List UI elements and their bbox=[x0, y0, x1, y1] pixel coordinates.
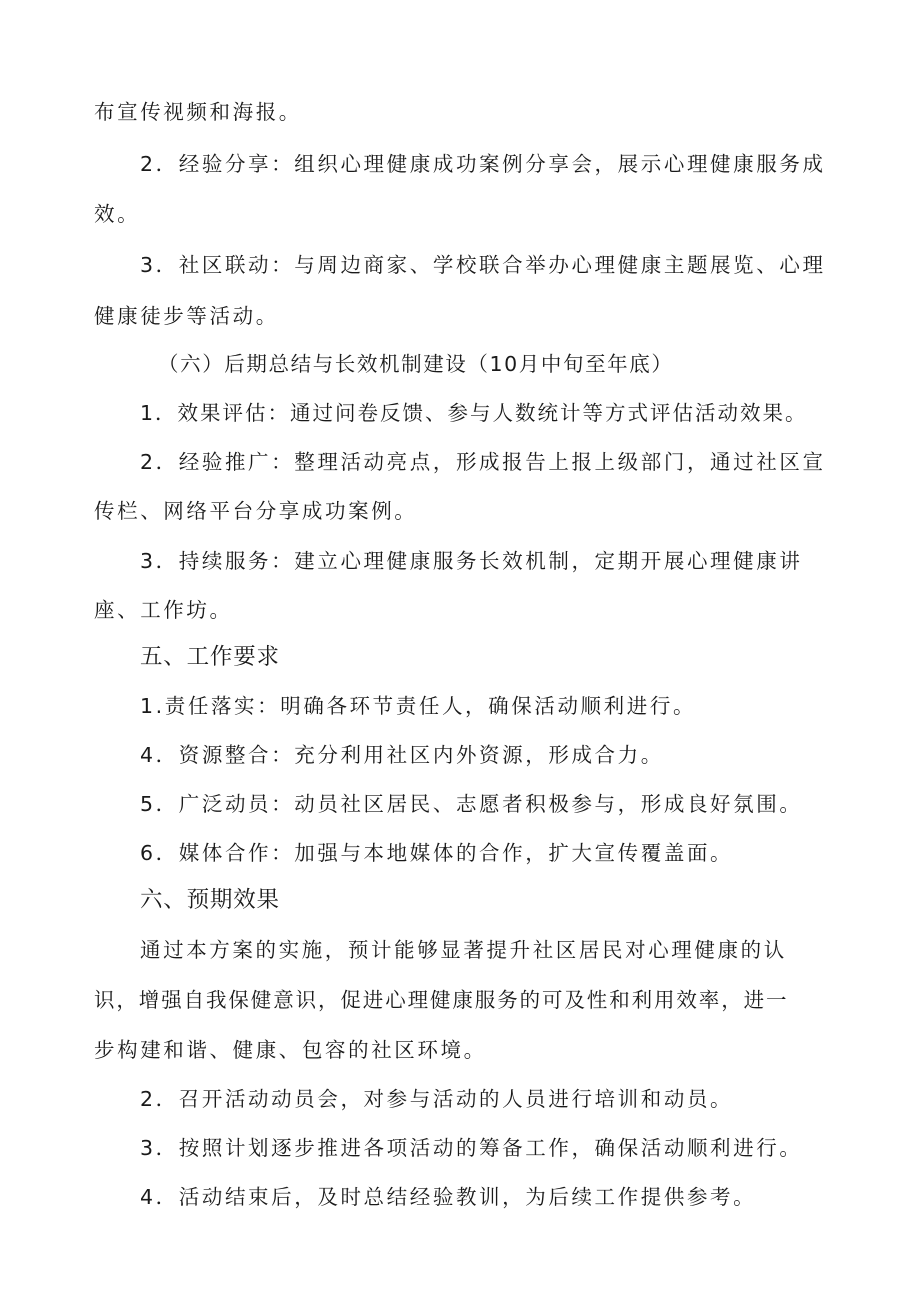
text-line: 布宣传视频和海报。 bbox=[94, 100, 302, 124]
text-line: 1．效果评估：通过问卷反馈、参与人数统计等方式评估活动效果。 bbox=[140, 401, 808, 425]
text-line: 通过本方案的实施，预计能够显著提升社区居民对心理健康的认 bbox=[140, 938, 787, 962]
section-heading: 五、工作要求 bbox=[140, 644, 280, 670]
text-line: 3．持续服务：建立心理健康服务长效机制，定期开展心理健康讲 bbox=[140, 549, 803, 573]
text-line: 识，增强自我保健意识，促进心理健康服务的可及性和利用效率，进一 bbox=[94, 988, 789, 1012]
text-line: 3．按照计划逐步推进各项活动的筹备工作，确保活动顺利进行。 bbox=[140, 1136, 803, 1160]
text-line: 传栏、网络平台分享成功案例。 bbox=[94, 499, 418, 523]
text-line: 2．经验分享：组织心理健康成功案例分享会，展示心理健康服务成 bbox=[140, 152, 826, 176]
text-line: 3．社区联动：与周边商家、学校联合举办心理健康主题展览、心理 bbox=[140, 253, 826, 277]
text-line: 4．活动结束后，及时总结经验教训，为后续工作提供参考。 bbox=[140, 1185, 757, 1209]
text-line: 效。 bbox=[94, 202, 141, 226]
text-line: 1.责任落实：明确各环节责任人，确保活动顺利进行。 bbox=[140, 694, 697, 718]
section-subheading: （六）后期总结与长效机制建设（10月中旬至年底） bbox=[158, 352, 674, 376]
section-heading: 六、预期效果 bbox=[140, 887, 280, 913]
text-line: 4．资源整合：充分利用社区内外资源，形成合力。 bbox=[140, 743, 664, 767]
text-line: 5．广泛动员：动员社区居民、志愿者积极参与，形成良好氛围。 bbox=[140, 792, 803, 816]
text-line: 步构建和谐、健康、包容的社区环境。 bbox=[94, 1038, 487, 1062]
text-line: 健康徒步等活动。 bbox=[94, 304, 279, 328]
text-line: 2．召开活动动员会，对参与活动的人员进行培训和动员。 bbox=[140, 1087, 734, 1111]
text-line: 座、工作坊。 bbox=[94, 598, 233, 622]
text-line: 2．经验推广：整理活动亮点，形成报告上报上级部门，通过社区宣 bbox=[140, 450, 826, 474]
text-line: 6．媒体合作：加强与本地媒体的合作，扩大宣传覆盖面。 bbox=[140, 841, 734, 865]
